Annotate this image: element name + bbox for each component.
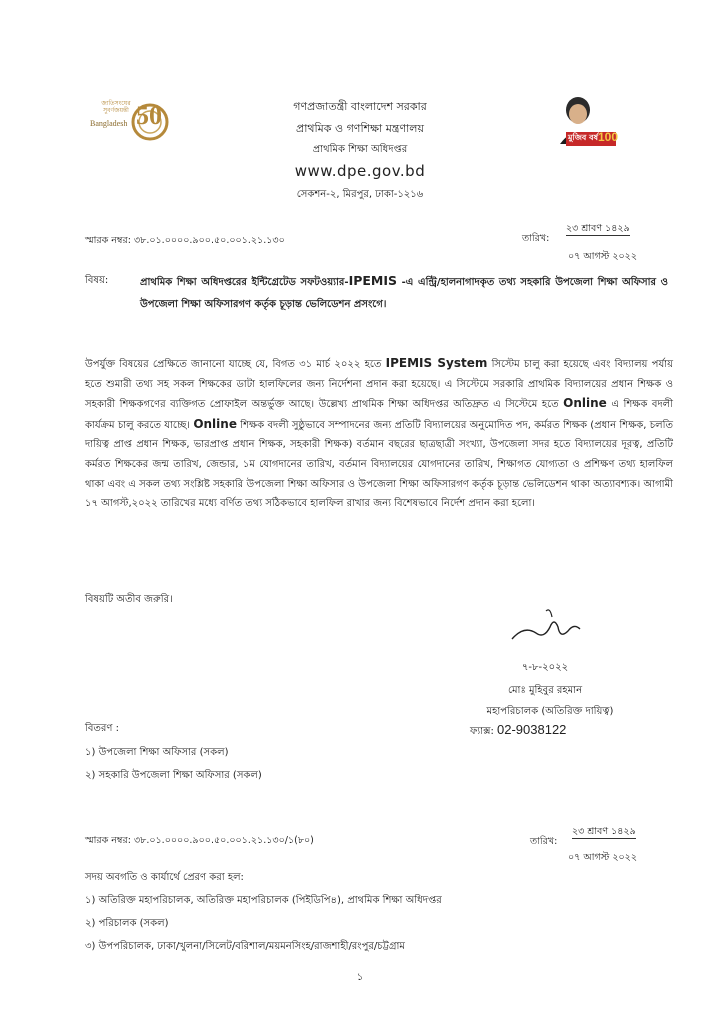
body-paragraph: উপর্যুক্ত বিষয়ের প্রেক্ষিতে জানানো যাচ্ছে যে, বিগত ৩১ মার্চ ২০২২ হতে IPEMIS System সিস্টেম চালু করা হয়েছে এবং বিদ্যালয় পর্যায় হতে শুমারী তথ্য সহ সকল শিক্ষকের ডাটা হালফিলের জন্য নির্দেশনা প্রদান করা হয়েছে। এ সিস্টেমে সরকারি প্রাথমিক বিদ্যালয়ের প্রধান শিক্ষক ও সহকারী শিক্ষকগণের ব্যক্তিগত প্রোফাইল অন্তর্ভুক্ত আছে। উল্লেখ্য প্রাথমিক শিক্ষা অধিদপ্তর অতিদ্রুত এ সিস্টেমে হতে Online এ শিক্ষক বদলী কার্যক্রম চালু করতে যাচ্ছে। Online শিক্ষক বদলী সুষ্ঠুভাবে সম্পাদনের জন্য প্রতিটি বিদ্যালয়ের অনুমোদিত পদ, কর্মরত শিক্ষক (প্রধান শিক্ষক, চলতি দায়িত্ব প্রাপ্ত প্রধান শিক্ষক, ভারপ্রাপ্ত প্রধান শিক্ষক, সহকারী শিক্ষক) বর্তমান বছরের ছাত্রছাত্রী সংখ্যা, উপজেলা সদর হতে বিদ্যালয়ের দূরত্ব, প্রতিটি কর্মরত শিক্ষকের জন্ম তারিখ, জেন্ডার, ১ম যোগদানের তারিখ, বর্তমান বিদ্যালয়ের যোগদানের তারিখ, শিক্ষাগত যোগ্যতা ও প্রশিক্ষণ তথ্য হালফিল থাকা এবং এ সকল তথ্য সংশ্লিষ্ট সহকারি উপজেলা শিক্ষা অফিসার ও উপজেলা শিক্ষা অফিসারগণ কর্তৃক চূড়ান্ত ভেলিডেশন থাকা অত্যাবশ্যক। আগামী ১৭ আগস্ট,২০২২ তারিখের মধ্যে বর্ণিত তথ্য সঠিকভাবে হালফিল রাখার জন্য বিশেষভাবে নির্দেশ প্রদান করা হলো। [85, 356, 674, 510]
distribution-item: ২) সহকারি উপজেলা শিক্ষা অফিসার (সকল) [85, 770, 262, 781]
logo-left-top-text: জাতিসংঘের সুবর্ণজয়ন্তী [101, 100, 131, 114]
memo2-date-bn: ২৩ শ্রাবণ ১৪২৯ [572, 826, 636, 837]
memo2-ref-label: স্মারক নম্বর: [85, 835, 131, 846]
memo2-ref [85, 834, 314, 849]
memo2-item: ৩) উপপরিচালক, ঢাকা/খুলনা/সিলেট/বরিশাল/ময়মনসিংহ/রাজশাহী/রংপুর/চট্টগ্রাম [85, 941, 405, 952]
distribution-title: বিতরণ : [85, 723, 120, 734]
subject-label: বিষয়: [85, 275, 109, 286]
memo2-item: ২) পরিচালক (সকল) [85, 918, 169, 929]
logo-left-number: 50 [136, 101, 162, 130]
fax-label: ফ্যাক্স: [470, 726, 494, 737]
memo2-date-label: তারিখ: [530, 836, 558, 847]
subject-text: প্রাথমিক শিক্ষা অধিদপ্তরের ইন্টিগ্রেটেড সফটওয়্যার-IPEMIS -এ এন্ট্রি/হালনাগাদকৃত তথ্য সহকারি উপজেলা শিক্ষা অফিসার ও উপজেলা শিক্ষা অফিসারগণ কর্তৃক চূড়ান্ত ভেলিডেশন প্রসংগে। [140, 273, 668, 310]
header-directorate: প্রাথমিক শিক্ষা অধিদপ্তর [312, 144, 408, 155]
memo-date-label: তারিখ: [522, 233, 550, 244]
logo-right-number: 100 [598, 130, 619, 144]
memo-ref-label: স্মারক নম্বর: [85, 235, 131, 246]
logo-left-text: Bangladesh [90, 119, 128, 128]
memo2-item: ১) অতিরিক্ত মহাপরিচালক, অতিরিক্ত মহাপরিচালক (পিইডিপি৪), প্রাথমিক শিক্ষা অধিদপ্তর [85, 895, 442, 906]
memo-date-en: ০৭ আগস্ট ২০২২ [568, 251, 638, 262]
header-government: গণপ্রজাতন্ত্রী বাংলাদেশ সরকার [293, 100, 427, 113]
distribution-item: ১) উপজেলা শিক্ষা অফিসার (সকল) [85, 747, 229, 758]
signature-date: ৭-৮-২০২২ [521, 662, 569, 673]
memo-ref-number: ৩৮.০১.০০০০.৯০০.৫০.০০১.২১.১৩০ [133, 235, 285, 246]
signatory-name: মোঃ মুহিবুর রহমান [507, 685, 583, 696]
header-address: সেকশন-২, মিরপুর, ঢাকা-১২১৬ [296, 189, 424, 200]
memo-date-bn: ২৩ শ্রাবণ ১৪২৯ [566, 223, 630, 234]
fax-number: 02-9038122 [497, 722, 567, 737]
memo-ref [85, 234, 285, 249]
memo2-intro: সদয় অবগতি ও কার্যার্থে প্রেরণ করা হল: [85, 872, 244, 883]
fax-line [470, 722, 566, 741]
logo-right-text: মুজিব বর্ষ [568, 133, 598, 142]
signature-scribble [506, 603, 586, 651]
header-website: www.dpe.gov.bd [294, 162, 426, 180]
header-ministry: প্রাথমিক ও গণশিক্ষা মন্ত্রণালয় [296, 122, 424, 135]
signature-icon [506, 603, 586, 651]
signatory-designation: মহাপরিচালক (অতিরিক্ত দায়িত্ব) [486, 706, 614, 717]
memo2-date-en: ০৭ আগস্ট ২০২২ [568, 852, 638, 863]
memo2-ref-number: ৩৮.০১.০০০০.৯০০.৫০.০০১.২১.১৩০/১(৮০) [133, 835, 314, 846]
page-number: ১ [356, 972, 364, 983]
urgent-note: বিষয়টি অতীব জরুরি। [85, 594, 173, 605]
